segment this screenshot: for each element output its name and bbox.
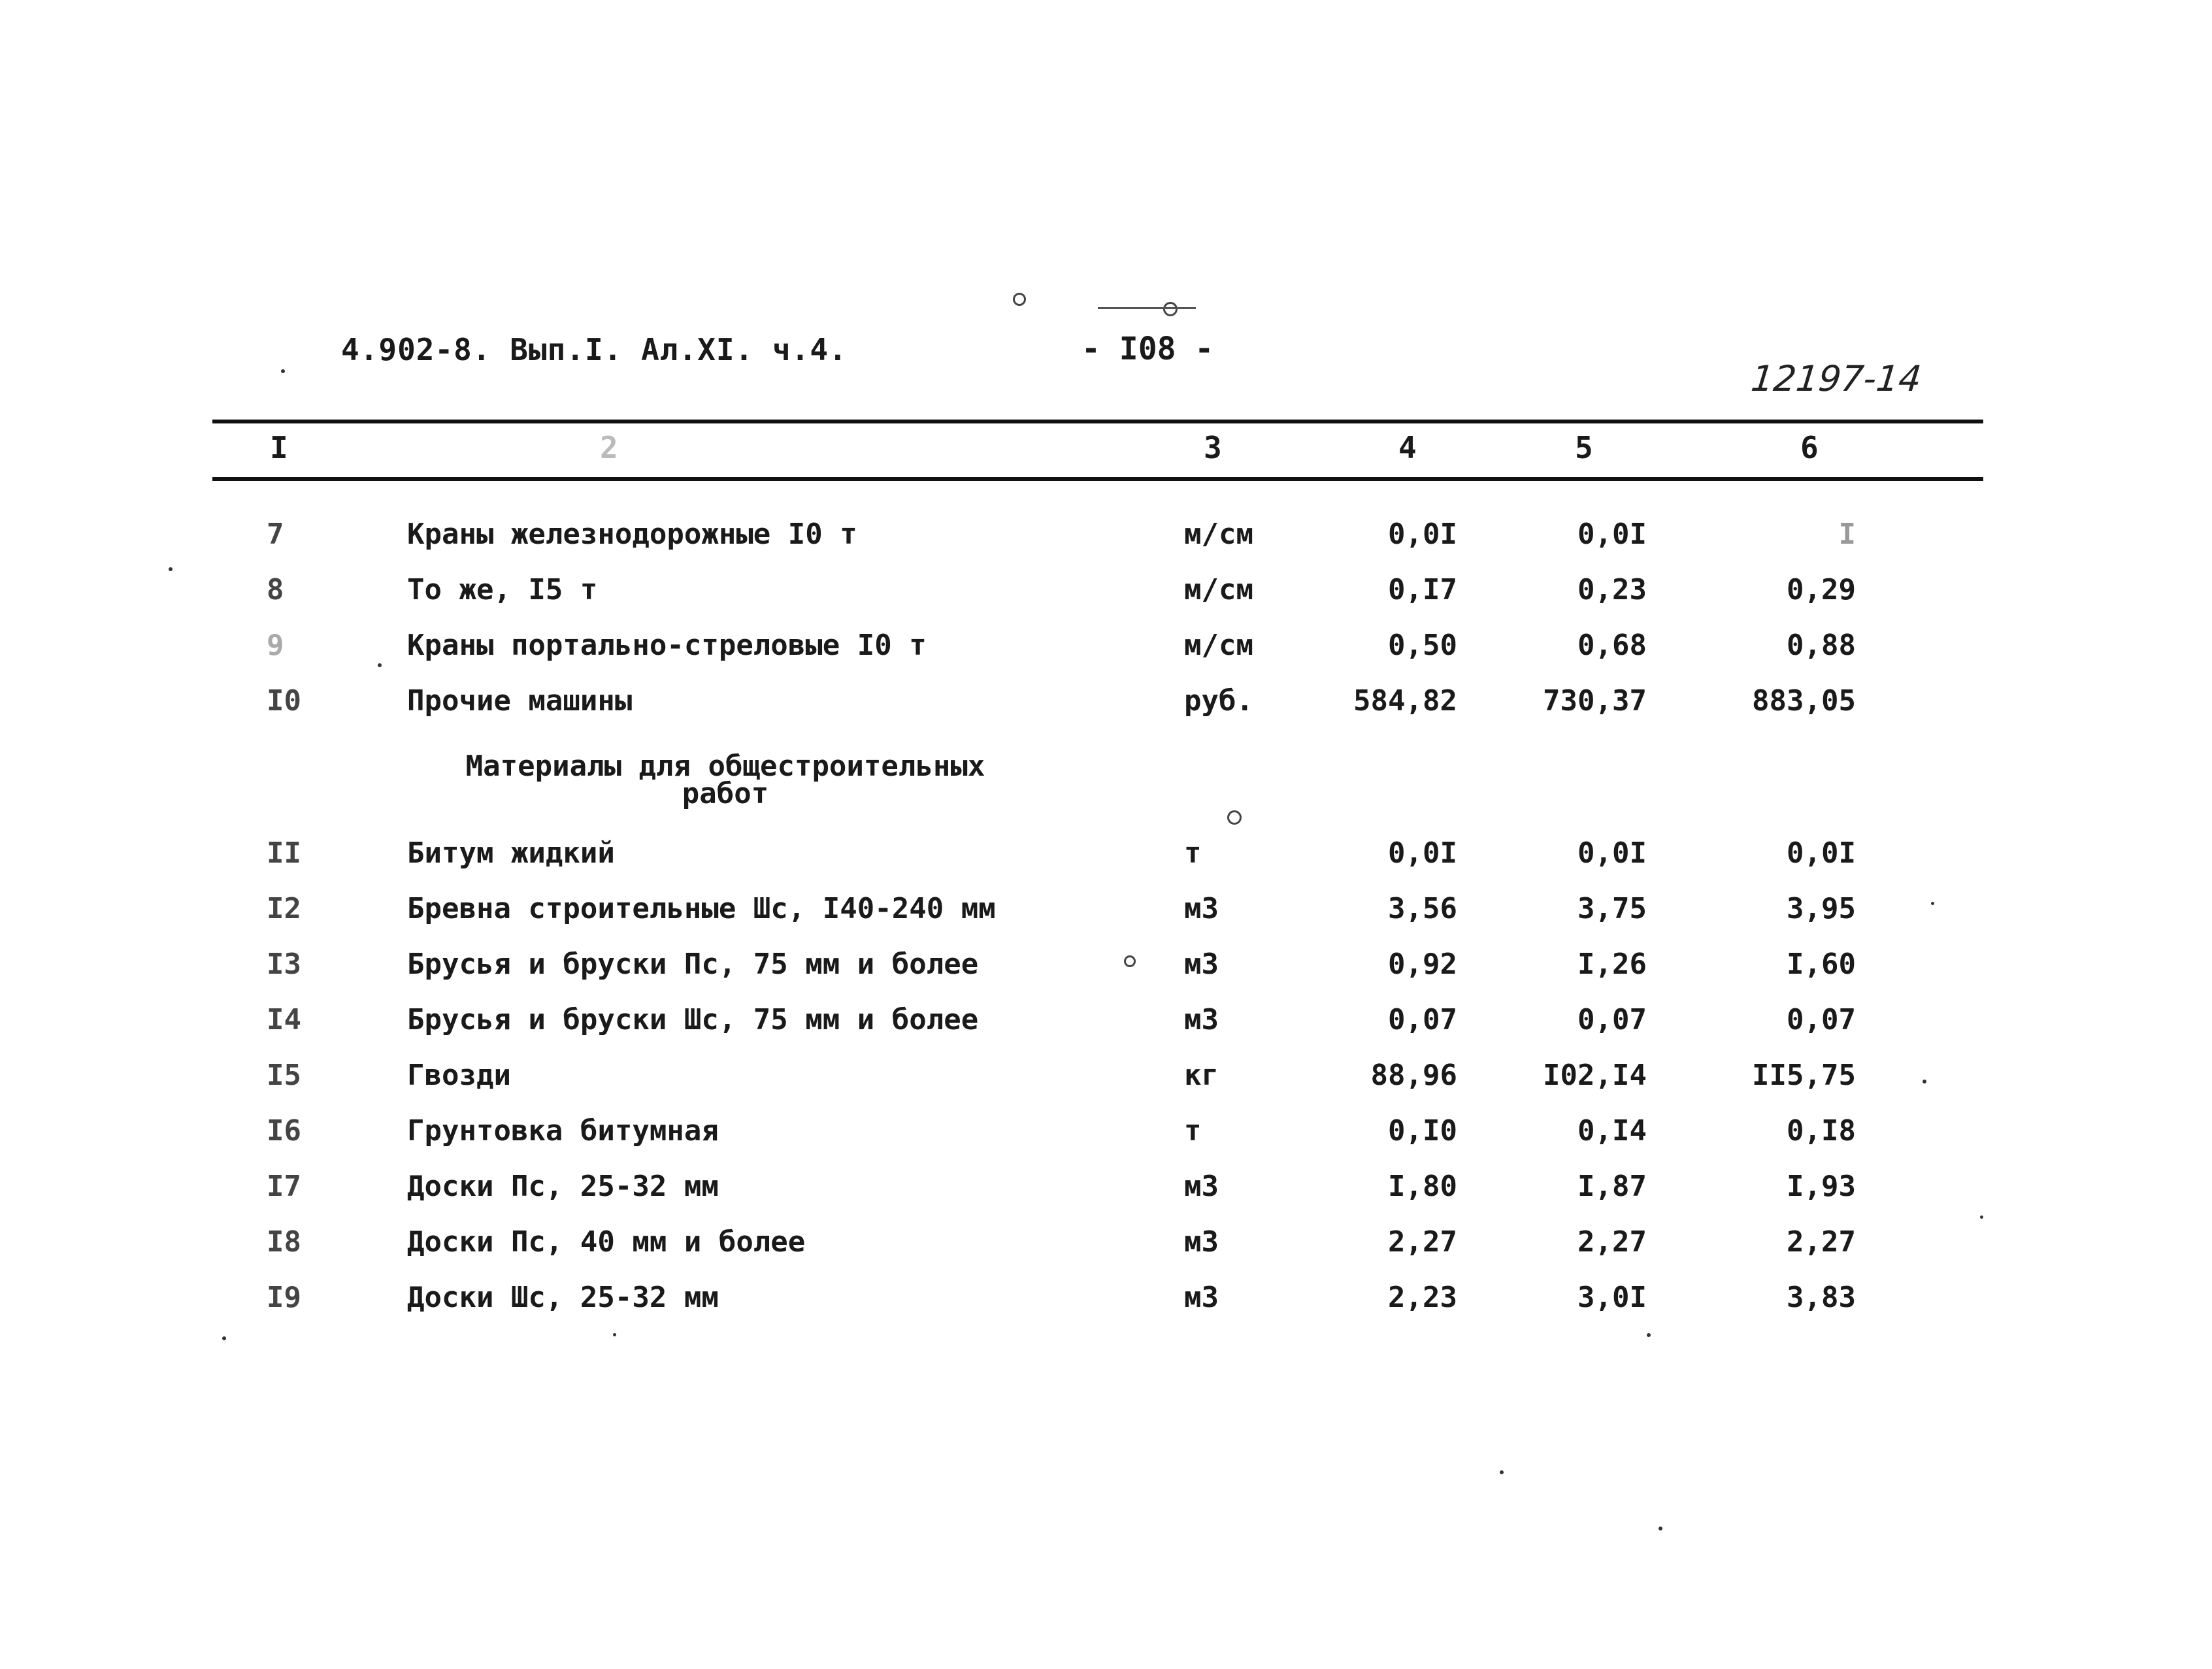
row-value-6: 2,27 xyxy=(1787,1225,1856,1259)
row-unit: м/см xyxy=(1184,573,1253,606)
column-header-4: 4 xyxy=(1398,430,1417,465)
scan-speck xyxy=(1013,293,1026,306)
row-unit: м3 xyxy=(1184,1281,1219,1314)
row-value-6: 0,0I xyxy=(1787,836,1856,870)
row-number: II xyxy=(267,836,301,870)
table-row xyxy=(0,892,2212,944)
row-unit: т xyxy=(1184,1114,1202,1148)
row-name: Битум жидкий xyxy=(407,836,615,870)
row-unit: м3 xyxy=(1184,1170,1219,1203)
row-name: Краны портально-стреловые I0 т xyxy=(407,629,927,662)
row-unit: м3 xyxy=(1184,948,1219,981)
section-heading xyxy=(457,750,993,810)
scan-speck xyxy=(1124,955,1136,967)
scan-speck xyxy=(378,663,382,667)
row-name: Краны железнодорожные I0 т xyxy=(407,518,857,551)
scan-speck xyxy=(1931,902,1934,905)
row-number: 9 xyxy=(267,629,284,662)
row-value-4: 2,23 xyxy=(1388,1281,1457,1314)
row-value-5: 3,75 xyxy=(1577,892,1647,925)
row-value-5: 0,23 xyxy=(1577,573,1647,606)
row-value-6: 0,88 xyxy=(1787,629,1856,662)
table-row xyxy=(0,684,2212,736)
row-name: Гвозди xyxy=(407,1059,511,1092)
scan-mark xyxy=(1163,302,1178,316)
row-unit: кг xyxy=(1184,1059,1219,1092)
scan-speck xyxy=(169,567,173,571)
table-row xyxy=(0,1114,2212,1166)
row-name: Доски Пс, 40 мм и более xyxy=(407,1225,806,1259)
row-value-5: I,87 xyxy=(1577,1170,1647,1203)
section-heading-line-2: работ xyxy=(682,777,769,810)
table-row xyxy=(0,1003,2212,1055)
scan-speck xyxy=(1647,1333,1651,1337)
scan-speck xyxy=(1500,1470,1504,1474)
table-row xyxy=(0,629,2212,681)
row-number: I7 xyxy=(267,1170,301,1203)
row-name: То же, I5 т xyxy=(407,573,598,606)
document-code: 4.902-8. Вып.I. Ал.XI. ч.4. xyxy=(341,332,848,367)
column-header-3: 3 xyxy=(1204,430,1222,465)
row-value-5: 0,I4 xyxy=(1577,1114,1647,1148)
table-top-rule xyxy=(212,420,1983,423)
table-row xyxy=(0,1281,2212,1333)
row-number: I4 xyxy=(267,1003,301,1036)
row-number: 8 xyxy=(267,573,284,606)
scan-speck xyxy=(1923,1080,1926,1083)
row-value-6: 883,05 xyxy=(1752,684,1856,718)
scan-speck xyxy=(1227,810,1242,825)
page-number: - I08 - xyxy=(1081,331,1214,367)
scan-speck xyxy=(222,1336,226,1340)
scan-speck xyxy=(1659,1527,1662,1530)
row-value-6: II5,75 xyxy=(1752,1059,1856,1092)
row-name: Брусья и бруски Пс, 75 мм и более xyxy=(407,948,979,981)
row-number: I2 xyxy=(267,892,301,925)
row-name: Доски Пс, 25-32 мм xyxy=(407,1170,719,1203)
row-value-5: 0,07 xyxy=(1577,1003,1647,1036)
table-row xyxy=(0,573,2212,625)
row-number: 7 xyxy=(267,518,284,551)
table-header-rule xyxy=(212,477,1983,481)
table-row xyxy=(0,1059,2212,1111)
row-value-6: 0,I8 xyxy=(1787,1114,1856,1148)
row-name: Бревна строительные Шс, I40-240 мм xyxy=(407,892,996,925)
row-value-4: 0,50 xyxy=(1388,629,1457,662)
row-value-5: I,26 xyxy=(1577,948,1647,981)
row-value-4: 0,0I xyxy=(1388,836,1457,870)
row-value-4: 0,0I xyxy=(1388,518,1457,551)
table-row xyxy=(0,1170,2212,1222)
table-row xyxy=(0,836,2212,889)
row-value-4: 0,I0 xyxy=(1388,1114,1457,1148)
row-name: Брусья и бруски Шс, 75 мм и более xyxy=(407,1003,979,1036)
column-header-1: I xyxy=(270,430,288,465)
row-unit: м/см xyxy=(1184,518,1253,551)
row-value-4: 584,82 xyxy=(1353,684,1457,718)
row-number: I6 xyxy=(267,1114,301,1148)
row-unit: м3 xyxy=(1184,1225,1219,1259)
column-header-6: 6 xyxy=(1800,430,1819,465)
row-number: I8 xyxy=(267,1225,301,1259)
row-name: Доски Шс, 25-32 мм xyxy=(407,1281,719,1314)
row-unit: руб. xyxy=(1184,684,1253,718)
row-value-4: 3,56 xyxy=(1388,892,1457,925)
row-unit: м3 xyxy=(1184,1003,1219,1036)
row-value-6: 0,29 xyxy=(1787,573,1856,606)
row-value-4: 2,27 xyxy=(1388,1225,1457,1259)
row-number: I0 xyxy=(267,684,301,718)
row-value-6: 0,07 xyxy=(1787,1003,1856,1036)
table-row xyxy=(0,948,2212,1000)
row-value-4: 0,07 xyxy=(1388,1003,1457,1036)
row-name: Прочие машины xyxy=(407,684,633,718)
scan-speck xyxy=(1980,1215,1983,1219)
row-unit: м/см xyxy=(1184,629,1253,662)
archive-stamp-number: 12197-14 xyxy=(1749,358,1924,399)
table-row xyxy=(0,518,2212,570)
row-value-6: I xyxy=(1838,518,1856,551)
row-value-5: 730,37 xyxy=(1543,684,1647,718)
row-value-4: I,80 xyxy=(1388,1170,1457,1203)
column-header-5: 5 xyxy=(1575,430,1593,465)
scan-speck xyxy=(281,369,285,373)
row-value-5: 0,0I xyxy=(1577,836,1647,870)
row-name: Грунтовка битумная xyxy=(407,1114,719,1148)
row-number: I9 xyxy=(267,1281,301,1314)
row-value-5: 0,68 xyxy=(1577,629,1647,662)
row-value-4: 0,92 xyxy=(1388,948,1457,981)
row-number: I3 xyxy=(267,948,301,981)
row-value-6: 3,83 xyxy=(1787,1281,1856,1314)
row-value-5: I02,I4 xyxy=(1543,1059,1647,1092)
row-unit: т xyxy=(1184,836,1202,870)
row-value-4: 88,96 xyxy=(1370,1059,1457,1092)
row-value-5: 0,0I xyxy=(1577,518,1647,551)
row-value-6: I,60 xyxy=(1787,948,1856,981)
table-row xyxy=(0,1225,2212,1278)
scan-speck xyxy=(613,1333,616,1336)
column-header-2: 2 xyxy=(600,430,618,465)
row-unit: м3 xyxy=(1184,892,1219,925)
row-value-5: 2,27 xyxy=(1577,1225,1647,1259)
row-value-5: 3,0I xyxy=(1577,1281,1647,1314)
scan-mark-line xyxy=(1098,307,1196,309)
row-number: I5 xyxy=(267,1059,301,1092)
row-value-4: 0,I7 xyxy=(1388,573,1457,606)
section-heading-line-1: Материалы для общестроительных xyxy=(465,750,985,783)
row-value-6: I,93 xyxy=(1787,1170,1856,1203)
row-value-6: 3,95 xyxy=(1787,892,1856,925)
